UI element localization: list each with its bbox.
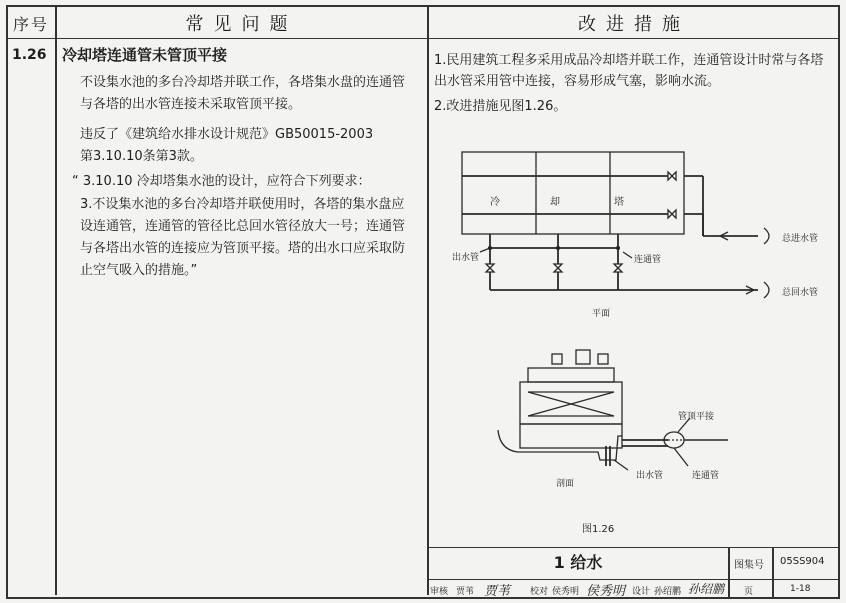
check-label: 校对 bbox=[530, 587, 549, 597]
label-inlet: 总进水管 bbox=[782, 234, 819, 244]
header-measures: 改进措施 bbox=[578, 14, 690, 35]
section-label-connect: 连通管 bbox=[692, 471, 720, 481]
problem-text: 不设集水池的多台冷却塔并联工作，各塔集水盘的连通管与各塔的出水管连接未采取管顶平接。 bbox=[80, 75, 406, 112]
section-caption: 剖面 bbox=[556, 479, 575, 489]
label-connect: 连通管 bbox=[634, 255, 662, 265]
atlas-number: 05SS904 bbox=[780, 556, 825, 567]
review-signature: 贾苇 bbox=[484, 584, 511, 599]
issue-title: 冷却塔连通管未管顶平接 bbox=[62, 46, 228, 64]
header-index: 序号 bbox=[12, 14, 49, 34]
tower-top-section bbox=[528, 368, 614, 382]
header-underline bbox=[6, 38, 840, 39]
design-name: 孙绍鹏 bbox=[654, 587, 682, 597]
review-label: 审核 bbox=[430, 587, 449, 597]
page-label: 页 bbox=[744, 587, 754, 597]
check-name: 侯秀明 bbox=[552, 587, 580, 597]
divider-index bbox=[55, 5, 57, 595]
check-signature: 侯秀明 bbox=[586, 584, 626, 599]
measure-2: 2.改进措施见图1.26。 bbox=[434, 99, 567, 114]
titleblock-title: 1 给水 bbox=[553, 553, 603, 572]
header-problem: 常见问题 bbox=[185, 14, 298, 35]
item-number: 1.26 bbox=[12, 47, 47, 63]
quote-heading: “ 3.10.10 冷却塔集水池的设计，应符合下列要求： bbox=[72, 174, 371, 189]
titleblock-top bbox=[428, 547, 840, 548]
quote-body: 3.不设集水池的多台冷却塔并联使用时，各塔的集水盘应设连通管，连通管的管径比总回水管径放大一号；连通管与各塔出水管的连接应为管顶平接。塔的出水口应采取防止空气吸入的措施。” bbox=[80, 197, 406, 278]
plan-caption: 平面 bbox=[592, 309, 611, 319]
review-name: 贾苇 bbox=[456, 587, 475, 597]
design-signature: 孙绍鹏 bbox=[688, 582, 725, 596]
violation-text: 违反了《建筑给水排水设计规范》GB50015-2003第3.10.10条第3款。 bbox=[80, 127, 374, 164]
label-return: 总回水管 bbox=[782, 288, 819, 298]
measure-1: 1.民用建筑工程多采用成品冷却塔并联工作，连通管设计时常与各塔出水管采用管中连接，容易形成气塞，影响水流。 bbox=[434, 53, 824, 89]
tower-char-2: 却 bbox=[550, 197, 560, 208]
tower-char-3: 塔 bbox=[614, 197, 624, 208]
page-number: 1-18 bbox=[790, 584, 811, 594]
tower-char-1: 冷 bbox=[490, 197, 500, 208]
label-outlet: 出水管 bbox=[452, 253, 480, 263]
figure-caption: 图1.26 bbox=[582, 524, 615, 535]
section-label-outlet: 出水管 bbox=[636, 471, 664, 481]
atlas-label: 图集号 bbox=[734, 560, 764, 571]
label-top-flush: 管顶平接 bbox=[678, 412, 715, 422]
design-label: 设计 bbox=[632, 587, 651, 597]
